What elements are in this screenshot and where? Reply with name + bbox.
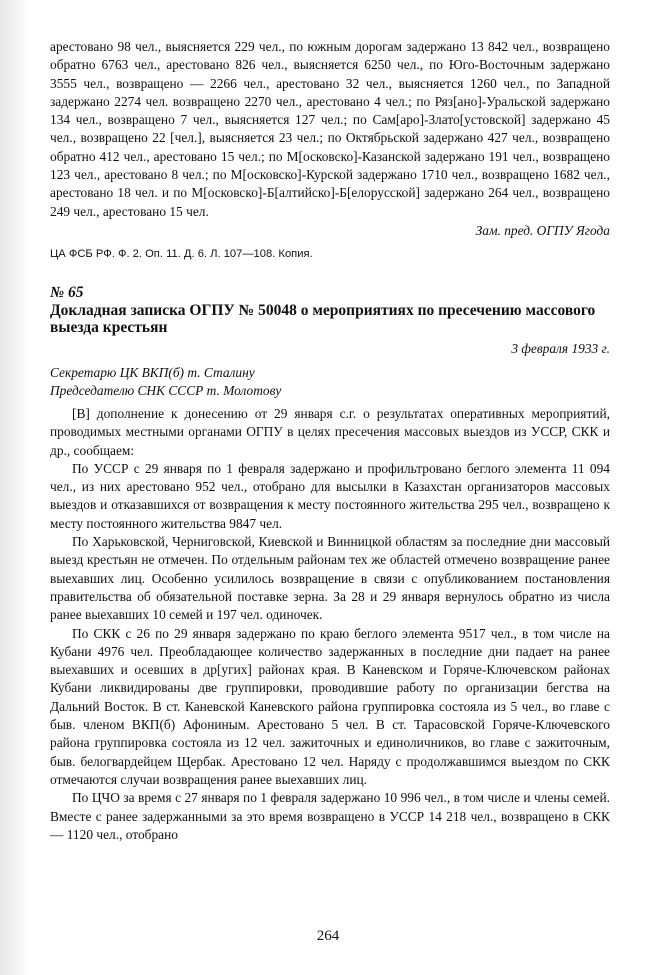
addressee-stalin: Секретарю ЦК ВКП(б) т. Сталину xyxy=(50,364,255,380)
archival-source: ЦА ФСБ РФ. Ф. 2. Оп. 11. Д. 6. Л. 107—108. Копия. xyxy=(50,247,313,260)
body-paragraph-skk: По СКК с 26 по 29 января задержано по краю беглого элемента 9517 чел., в том числе на Кубани 4976 чел. Преобладающее количество задержанных в последние дни падает на ранее выехавших и осевших в др[угих] районах края. В Каневском и Горяче-Ключевском районах Кубани ликвидированы две группировки, проводившие работу по организации бегства на Дальний Восток. В ст. Каневской Каневского района группировка состояла из 5 чел., во главе с быв. членом ВКП(б) Афониным. Арестовано 5 чел. В ст. Тарасовской Горяче-Ключевского района группировка состояла из 12 чел. зажиточных и единоличников, во главе с зажиточным, быв. белогвардейцем Щербак. Арестовано 12 чел. Наряду с продолжавшимся выездом по СКК отмечаются случаи возвращения ранее выехавших лиц. xyxy=(50,625,610,787)
page-number: 264 xyxy=(316,928,340,944)
continued-paragraph: арестовано 98 чел., выясняется 229 чел., по южным дорогам задержано 13 842 чел., возвращено обратно 6763 чел., арестовано 826 чел., выясняется 6250 чел., по Юго-Восточным задержано 3555 чел., возвращено — 2266 чел., арестовано 32 чел., выясняется 1260 чел., по Западной задержано 2274 чел. возвращено 2270 чел., арестовано 4 чел.; по Ряз[ано]-Уральской задержано 134 чел., возвращено 7 чел., выясняется 127 чел.; по Сам[аро]-Злато[устовской] задержано 45 чел., возвращено 22 [чел.], выясняется 23 чел.; по Октябрьской задержано 427 чел., возвращено обратно 412 чел., арестовано 15 чел.; по М[осковско]-Казанской задержано 191 чел., возвращено 123 чел., арестовано 8 чел.; по М[осковско]-Курской задержано 1710 чел., возвращено 1682 чел., арестовано 18 чел. и по М[осковско]-Б[алтийско]-Б[елорусской] задержано 264 чел., возвращено 249 чел., арестовано 15 чел. xyxy=(50,39,610,219)
signature: Зам. пред. ОГПУ Ягода xyxy=(475,222,610,238)
addressee-block xyxy=(50,364,610,400)
document-date: 3 февраля 1933 г. xyxy=(511,340,610,356)
body-paragraph-oblasts: По Харьковской, Черниговской, Киевской и Винницкой областям за последние дни массовый выезд крестьян не отмечен. По отдельным районам тех же областей отмечено возвращение ранее выехавших лиц. Особенно усилилось возвращение в связи с опубликованием постановления правительства об обязательной поставке зерна. За 28 и 29 января вернулось обратно из числа ранее выехавших 10 семей и 197 чел. одиночек. xyxy=(50,534,610,623)
body-paragraph-tsco: По ЦЧО за время с 27 января по 1 февраля задержано 10 996 чел., в том числе и члены семей. Вместе с ранее задержанными за это время возвращено в УССР 14 218 чел., возвращено в СКК — 1120 чел., отобрано xyxy=(50,790,610,842)
body-paragraph-ussr: По УССР с 29 января по 1 февраля задержано и профильтровано беглого элемента 11 094 чел., из них арестовано 952 чел., отобрано для высылки в Казахстан организаторов массовых выездов и отказавшихся от возвращения к месту постоянного жительства 295 чел., возвращено к месту постоянного жительства 9847 чел. xyxy=(50,460,610,531)
addressee-molotov: Председателю СНК СССР т. Молотову xyxy=(50,382,282,398)
document-title: Докладная записка ОГПУ № 50048 о мероприятиях по пресечению массового выезда крестьян xyxy=(50,301,596,337)
document-number: № 65 xyxy=(50,283,84,301)
body-paragraph-intro: [В] дополнение к донесению от 29 января с.г. о результатах оперативных мероприятий, проводимых местными органами ОГПУ в целях пресечения массовых выездов из УССР, СКК и др., сообщаем: xyxy=(50,405,610,458)
